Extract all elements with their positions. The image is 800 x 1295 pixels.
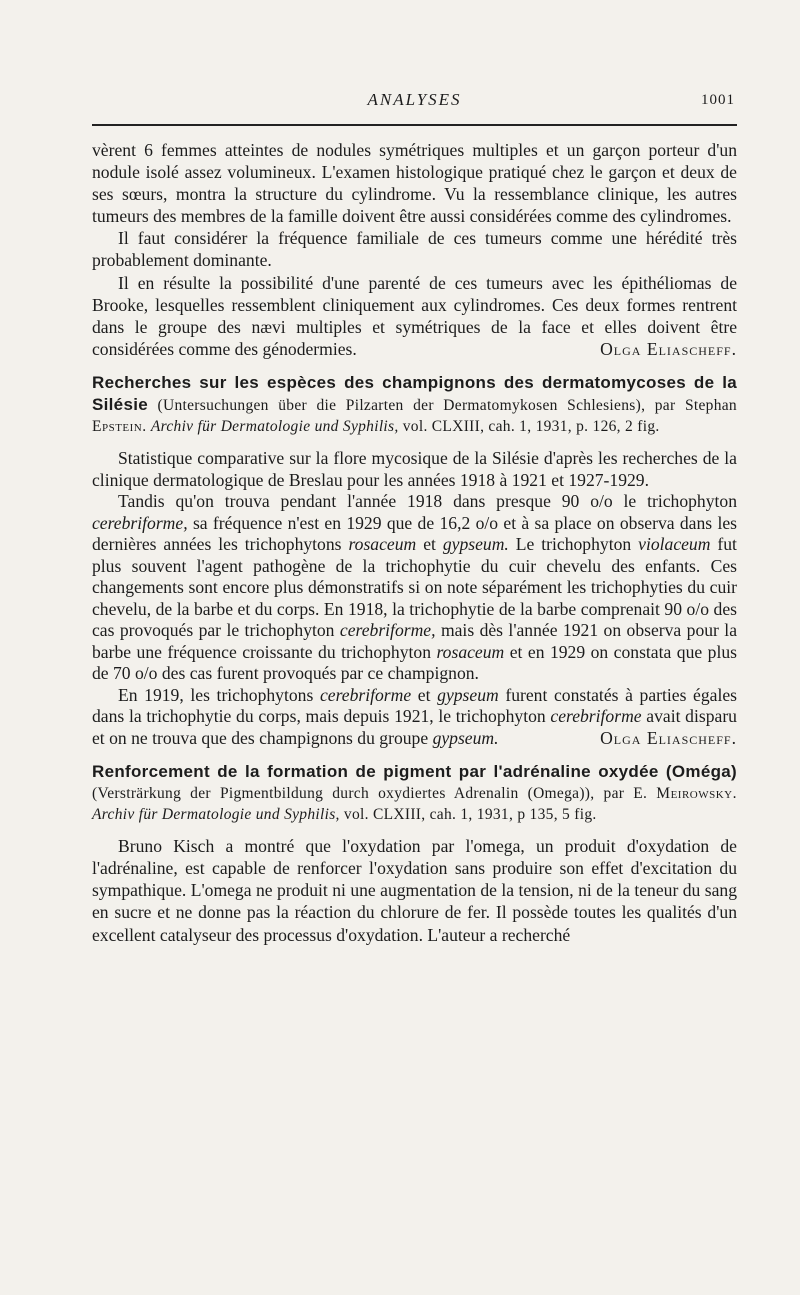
text-run: fut plus souvent l'agent pathogène de la trichophytie du cuir chevelu des enfants. Ces changements sont encore plus démonstratifs si on note séparément les trichophyties du cuir chevelu, de la barbe et du corps. En 1918, la trichophytie de la barbe comprenait 90 o/o des cas provoqués par le trichophyton [92,534,737,641]
intro-paragraph-1: vèrent 6 femmes atteintes de nodules symétriques multiples et un garçon porteur d'un nodule isolé assez volumineux. L'examen histologique pratiqué chez le garçon et deux de ses sœurs, montra la structure du cylindrome. Vu la ressemblance clinique, les autres tumeurs des membres de la famille doivent être aussi considérées comme des cylindromes. [92,140,737,227]
species-name: cerebriforme [319,684,412,705]
text-run: mais dès l'année 1921 on observa pour la barbe une fréquence croissante du trichophyton [92,620,738,662]
page-header [92,90,737,126]
article-2-author: Meirowsky. [656,785,738,803]
article-1-reference [92,372,737,437]
article-2-original-title: (Versträrkung der Pigmentbildung durch oxydiertes Adrenalin (Omega)), [92,785,595,803]
text-run: Tandis qu'on trouva pendant l'année 1918 dans presque 90 o/o le trichophyton [118,491,737,512]
intro-signature: Olga Eliascheff. [600,338,737,359]
species-name: cerebriforme, [339,620,436,641]
article-1-title: Recherches sur les espèces des champignons des dermatomycoses de la Silésie [92,372,737,414]
article-2-by: par E. [603,785,648,803]
species-name: cerebriforme [550,706,642,727]
article-1-by: par Stephan [654,396,737,414]
text-run: avait disparu et on ne trouva que des champignons du groupe [92,706,737,748]
article-1-paragraph-1: Statistique comparative sur la flore mycosique de la Silésie d'après les recherches de la clinique dermatologique de Breslau pour les années 1918 à 1921 et 1927-1929. [92,447,737,491]
article-1-author: Epstein. [92,417,147,435]
species-name: gypseum. [442,534,509,555]
text-run: En 1919, les trichophytons [118,684,314,705]
article-1-paragraph-3 [92,685,737,750]
intro-paragraph-3-text: Il en résulte la possibilité d'une parenté de ces tumeurs avec les épithéliomas de Brooke, lesquelles ressemblent cliniquement aux cylindromes. Ces deux formes rentrent dans le groupe des nævi multiples et symétriques de la face et elles doivent être considérées comme des génodermies. [92,272,737,359]
article-1 [92,372,737,749]
article-1-original-title: (Untersuchungen über die Pilzarten der Dermatomykosen Schlesiens), [157,396,646,414]
article-2-reference [92,761,737,825]
species-name: gypseum. [432,727,499,748]
species-name: rosaceum [436,641,505,662]
running-title: ANALYSES [367,90,462,109]
text-run: et [423,534,436,555]
article-2 [92,761,737,945]
text-run: sa fréquence n'est en 1929 que de 16,2 o/o et à sa place on observa dans les dernières années les trichophytons [92,512,737,555]
article-2-journal: Archiv für Dermatologie und Syphilis, [92,806,340,824]
species-name: cerebriforme, [92,512,188,533]
article-1-paragraph-2 [92,491,737,685]
text-run: furent constatés à parties égales dans la trichophytie du corps, mais depuis 1921, le trichophyton [92,684,738,727]
article-1-signature: Olga Eliascheff. [600,727,737,748]
intro-paragraph-2: Il faut considérer la fréquence familiale de ces tumeurs comme une hérédité très probablement dominante. [92,228,737,271]
text-run: et en 1929 on constata que plus de 70 o/o des cas furent provoqués par ce champignon. [92,641,737,684]
species-name: gypseum [437,684,499,705]
article-2-details: vol. CLXIII, cah. 1, 1931, p 135, 5 fig. [343,806,597,824]
article-2-title: Renforcement de la formation de pigment par l'adrénaline oxydée (Oméga) [92,762,737,782]
page-number: 1001 [701,92,735,108]
species-name: rosaceum [348,534,417,555]
article-1-details: vol. CLXIII, cah. 1, 1931, p. 126, 2 fig. [402,417,660,435]
article-1-journal: Archiv für Dermatologie und Syphilis, [150,417,399,435]
species-name: violaceum [638,534,711,555]
page-body [92,139,737,946]
text-run: et [417,684,431,705]
intro-paragraph-3 [92,272,737,360]
article-2-paragraph-1: Bruno Kisch a montré que l'oxydation par l'omega, un produit d'oxydation de l'adrénaline, est capable de renforcer l'oxydation sans produire son effet d'excitation du sympathique. L'omega ne produit ni une augmentation de la tension, ni de la teneur du sang en sucre et ne donne pas la réaction du chlorure de fer. Il possède toutes les qualités d'un excellent catalyseur des processus d'oxydation. L'auteur a recherché [92,836,737,945]
text-run: Le trichophyton [515,534,632,555]
